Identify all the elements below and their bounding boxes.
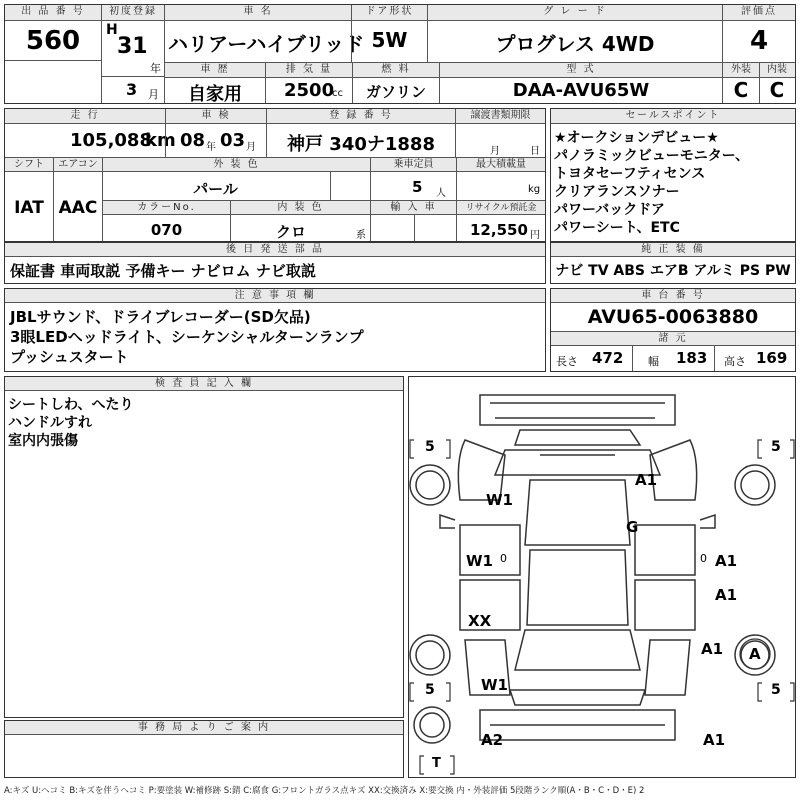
insp-month: 03 <box>220 130 246 151</box>
tyre-fr-value: 5 <box>771 439 781 455</box>
transfer-day: 日 <box>530 146 540 157</box>
recycle-label: リサイクル預託金 <box>457 201 545 215</box>
damage-mark: XX <box>468 612 492 630</box>
damage-mark: W1 <box>466 552 493 570</box>
recycle-value: 12,550 <box>470 221 528 239</box>
int-value: C <box>769 78 785 102</box>
chassis-label: 車 台 番 号 <box>551 289 795 303</box>
ext-value: C <box>733 78 749 102</box>
reg-month-unit: 月 <box>148 88 159 101</box>
notes-line: JBLサウンド、ドライブレコーダー(SD欠品) <box>10 308 311 326</box>
history-value: 自家用 <box>188 84 242 105</box>
reg-no-value: 神戸 340ナ1888 <box>287 134 435 155</box>
fuel-value: ガソリン <box>365 83 426 101</box>
history-label: 車 歴 <box>165 63 265 78</box>
mileage-unit: km <box>145 130 176 151</box>
model-value: DAA-AVU65W <box>512 80 650 101</box>
tyre-fl-value: 5 <box>425 439 435 455</box>
lot-no-label: 出 品 番 号 <box>5 5 101 21</box>
era-letter: H <box>106 22 118 38</box>
transfer-month: 月 <box>490 146 500 157</box>
equipment-label: 純 正 装 備 <box>551 243 795 257</box>
damage-mark: A1 <box>701 640 724 658</box>
displacement-unit: cc <box>332 88 343 99</box>
inspector-line: 室内内張傷 <box>8 433 78 449</box>
color-no-label: カラーNo. <box>103 201 230 215</box>
width-label: 幅 <box>648 355 659 368</box>
damage-mark: A <box>749 645 761 663</box>
reg-year-unit: 年 <box>150 62 161 75</box>
load-label: 最大積載量 <box>457 158 545 172</box>
import-label: 輸 入 車 <box>371 201 456 215</box>
ac-value: AAC <box>58 198 98 218</box>
sales-point-line: クリアランスソナー <box>554 184 680 200</box>
int-color-unit: 系 <box>356 230 366 241</box>
insp-month-unit: 月 <box>246 142 256 153</box>
spare-tyre-value: T <box>432 756 441 771</box>
shift-value: IAT <box>14 198 44 218</box>
damage-mark: G <box>626 518 639 536</box>
shift-label: シフト <box>5 158 53 172</box>
sales-point-line: パノラミックビューモニター、 <box>554 148 750 164</box>
sales-point-line: ★オークションデビュー★ <box>554 130 719 146</box>
capacity-unit: 人 <box>436 188 446 199</box>
door-value: 5W <box>371 28 408 52</box>
int-color-label: 内 装 色 <box>231 201 370 215</box>
fuel-label: 燃 料 <box>353 63 439 78</box>
damage-mark: A1 <box>715 586 738 604</box>
tyre-rl-value: 5 <box>425 682 435 698</box>
displacement-value: 2500 <box>284 80 335 101</box>
legend-text: A:キズ U:ヘコミ B:キズを伴うヘコミ P:要塗装 W:補修跡 S:錆 C:腐食 G:フロントガラス点キズ XX:交換済み X:要交換 内・外装評価 5段階ランク順(A・B・C・D・E) 2 <box>4 786 645 796</box>
damage-mark: A1 <box>715 552 738 570</box>
sales-points-label: セールスポイント <box>551 109 795 124</box>
door-label: ドア形状 <box>352 5 427 21</box>
recycle-unit: 円 <box>530 230 540 241</box>
inspection-label: 車 検 <box>166 109 266 124</box>
first-reg-label: 初度登録 <box>102 5 164 21</box>
load-unit: kg <box>528 184 541 195</box>
specs-label: 諸 元 <box>551 332 795 346</box>
damage-mark: A1 <box>635 471 658 489</box>
insp-year: 08 <box>180 130 206 151</box>
damage-mark: 0 <box>500 552 507 565</box>
damage-mark: W1 <box>481 676 508 694</box>
tyre-rr-value: 5 <box>771 682 781 698</box>
car-name-value: ハリアーハイブリッド <box>168 32 365 56</box>
length-value: 472 <box>592 349 624 367</box>
later-parts-value: 保証書 車両取説 予備キー ナビロム ナビ取説 <box>10 262 316 280</box>
lot-no-value: 560 <box>25 26 81 56</box>
height-label: 高さ <box>724 355 746 368</box>
ac-label: エアコン <box>54 158 102 172</box>
notes-line: プッシュスタート <box>10 348 129 366</box>
displacement-label: 排 気 量 <box>266 63 352 78</box>
inspector-label: 検 査 員 記 入 欄 <box>5 377 403 391</box>
width-value: 183 <box>676 349 708 367</box>
notes-line: 3眼LEDヘッドライト、シーケンシャルターンランプ <box>10 328 364 346</box>
notes-label: 注 意 事 項 欄 <box>5 289 545 303</box>
sales-point-line: パワーバックドア <box>554 202 665 218</box>
inspector-line: シートしわ、へたり <box>8 397 134 413</box>
damage-mark: W1 <box>486 491 513 509</box>
score-value: 4 <box>749 26 769 56</box>
damage-mark: 0 <box>700 552 707 565</box>
reg-month: 3 <box>126 80 138 99</box>
ext-label: 外装 <box>723 63 759 78</box>
grade-value: プログレス 4WD <box>495 32 655 56</box>
capacity-value: 5 <box>412 178 423 196</box>
office-label: 事 務 局 よ り ご 案 内 <box>5 721 403 735</box>
int-label: 内装 <box>759 63 795 78</box>
sales-point-line: パワーシート、ETC <box>554 220 680 236</box>
reg-no-label: 登 録 番 号 <box>267 109 455 124</box>
equipment-value: ナビ TV ABS エアB アルミ PS PW <box>555 263 791 279</box>
score-label: 評価点 <box>723 5 795 21</box>
grade-label: グ レ ー ド <box>428 5 722 21</box>
model-label: 型 式 <box>440 63 722 78</box>
capacity-label: 乗車定員 <box>371 158 456 172</box>
inspector-line: ハンドルすれ <box>8 415 92 431</box>
color-value: パール <box>193 180 238 198</box>
height-value: 169 <box>756 349 788 367</box>
damage-mark: A1 <box>703 731 726 749</box>
chassis-value: AVU65-0063880 <box>587 306 759 328</box>
reg-year: 31 <box>117 34 148 59</box>
color-label: 外 装 色 <box>103 158 370 172</box>
later-parts-label: 後 日 発 送 部 品 <box>5 243 545 257</box>
int-color-value: クロ <box>275 223 306 241</box>
mileage-value: 105,088 <box>70 130 152 151</box>
transfer-label: 譲渡書類期限 <box>456 109 545 124</box>
mileage-label: 走 行 <box>5 109 165 124</box>
car-name-label: 車 名 <box>165 5 351 21</box>
sales-point-line: トヨタセーフティセンス <box>554 166 706 182</box>
length-label: 長さ <box>556 355 578 368</box>
damage-mark: A2 <box>481 731 504 749</box>
insp-year-unit: 年 <box>206 142 216 153</box>
color-no-value: 070 <box>150 221 183 239</box>
